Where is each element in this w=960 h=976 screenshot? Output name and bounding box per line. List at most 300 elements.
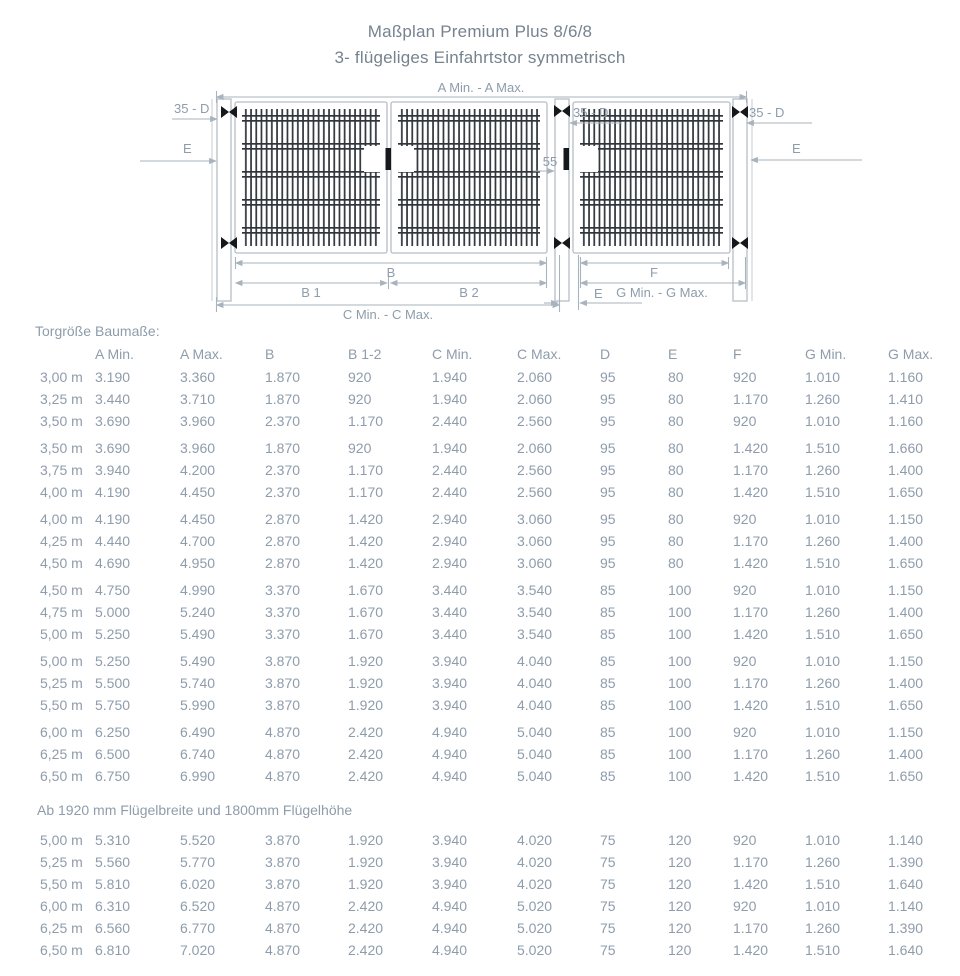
gate-size-cell: 5,25 m — [40, 854, 83, 870]
dimension-cell: 1.010 — [805, 413, 841, 429]
dimension-cell: 1.510 — [805, 555, 841, 571]
dimension-cell: 80 — [668, 511, 684, 527]
dimension-cell: 1.870 — [265, 391, 301, 407]
dimension-cell: 100 — [668, 768, 692, 784]
dimension-cell: 75 — [600, 942, 616, 958]
dimension-cell: 3.360 — [180, 369, 216, 385]
dimension-cell: 2.420 — [348, 724, 384, 740]
lock-icon — [564, 148, 570, 170]
dimension-cell: 4.870 — [265, 920, 301, 936]
dimension-cell: 85 — [600, 675, 616, 691]
dimension-cell: 6.310 — [95, 898, 131, 914]
dimension-cell: 1.650 — [888, 555, 924, 571]
dim-a-label: A Min. - A Max. — [437, 80, 525, 95]
dim-g-label: G Min. - G Max. — [616, 285, 708, 300]
dimension-cell: 5.250 — [95, 653, 131, 669]
dimension-cell: 6.740 — [180, 746, 216, 762]
dimension-cell: 1.170 — [733, 920, 769, 936]
dimension-cell: 1.260 — [805, 675, 841, 691]
col-header-g-max: G Max. — [888, 346, 934, 362]
dimension-cell: 3.540 — [517, 626, 553, 642]
dimension-cell: 80 — [668, 484, 684, 500]
dimension-cell: 1.640 — [888, 942, 924, 958]
col-header-e: E — [668, 346, 678, 362]
dimension-cell: 1.420 — [733, 697, 769, 713]
dimension-cell: 6.020 — [180, 876, 216, 892]
table-row — [30, 530, 960, 552]
dimension-cell: 1.260 — [805, 462, 841, 478]
dimension-cell: 1.150 — [888, 582, 924, 598]
dimension-cell: 80 — [668, 413, 684, 429]
gate-size-cell: 4,00 m — [40, 511, 83, 527]
dimension-cell: 920 — [733, 724, 757, 740]
dimension-cell: 1.010 — [805, 369, 841, 385]
dimension-cell: 920 — [733, 898, 757, 914]
dimension-cell: 5.040 — [517, 724, 553, 740]
dimension-cell: 120 — [668, 854, 692, 870]
table-row — [30, 366, 960, 388]
dim-d-label-middle: 35 - D — [573, 105, 609, 120]
dimension-cell: 5.520 — [180, 832, 216, 848]
dimension-cell: 1.400 — [888, 462, 924, 478]
dimension-cell: 1.260 — [805, 746, 841, 762]
dimension-cell: 5.560 — [95, 854, 131, 870]
dimension-cell: 120 — [668, 832, 692, 848]
dimension-cell: 95 — [600, 369, 616, 385]
dimension-cell: 5.020 — [517, 942, 553, 958]
dimension-cell: 5.990 — [180, 697, 216, 713]
table-row — [30, 437, 960, 459]
dimension-cell: 3.870 — [265, 697, 301, 713]
dimension-cell: 5.000 — [95, 604, 131, 620]
dimension-cell: 6.750 — [95, 768, 131, 784]
dimension-cell: 1.400 — [888, 533, 924, 549]
dimension-cell: 1.170 — [733, 533, 769, 549]
dimension-cell: 1.670 — [348, 604, 384, 620]
dimension-cell: 85 — [600, 604, 616, 620]
dimension-cell: 3.940 — [432, 854, 468, 870]
dimension-cell: 4.940 — [432, 942, 468, 958]
dimension-cell: 3.190 — [95, 369, 131, 385]
gate-size-cell: 4,50 m — [40, 582, 83, 598]
dimension-cell: 1.940 — [432, 391, 468, 407]
dimension-cell: 1.920 — [348, 876, 384, 892]
dimension-cell: 1.170 — [348, 484, 384, 500]
dimension-cell: 1.010 — [805, 832, 841, 848]
dimension-cell: 1.940 — [432, 440, 468, 456]
page-subtitle: 3- flügeliges Einfahrtstor symmetrisch — [334, 48, 626, 67]
dimension-cell: 6.520 — [180, 898, 216, 914]
dimension-cell: 3.440 — [95, 391, 131, 407]
dimension-cell: 75 — [600, 854, 616, 870]
dimension-cell: 4.040 — [517, 653, 553, 669]
gate-size-cell: 6,25 m — [40, 920, 83, 936]
dimension-cell: 1.920 — [348, 653, 384, 669]
col-header-a-max: A Max. — [180, 346, 223, 362]
dimension-cell: 1.260 — [805, 854, 841, 870]
dimension-cell: 1.420 — [733, 942, 769, 958]
col-header-baumasse: Baumaße: — [95, 323, 160, 339]
dimension-cell: 100 — [668, 724, 692, 740]
dim-d-label-left: 35 - D — [174, 101, 210, 116]
dimension-cell: 1.140 — [888, 832, 924, 848]
dimension-cell: 120 — [668, 898, 692, 914]
dimension-cell: 120 — [668, 876, 692, 892]
dimension-cell: 3.870 — [265, 854, 301, 870]
dimension-cell: 95 — [600, 413, 616, 429]
gate-size-cell: 4,25 m — [40, 533, 83, 549]
dimension-cell: 85 — [600, 746, 616, 762]
dimension-cell: 4.020 — [517, 832, 553, 848]
dimension-cell: 3.870 — [265, 653, 301, 669]
dimension-cell: 3.370 — [265, 582, 301, 598]
gate-leaf-right-mesh — [398, 109, 540, 246]
dimension-cell: 920 — [733, 511, 757, 527]
dimension-cell: 100 — [668, 653, 692, 669]
dim-post-width-label: 55 — [542, 154, 558, 169]
dimension-cell: 1.420 — [733, 768, 769, 784]
dimension-cell: 3.940 — [432, 675, 468, 691]
dimension-cell: 1.170 — [348, 413, 384, 429]
dimension-cell: 80 — [668, 369, 684, 385]
dimension-cell: 3.940 — [432, 697, 468, 713]
gate-size-cell: 6,50 m — [40, 768, 83, 784]
dimension-cell: 4.940 — [432, 724, 468, 740]
table-row — [30, 459, 960, 481]
dimension-cell: 1.510 — [805, 626, 841, 642]
dimension-cell: 80 — [668, 555, 684, 571]
dimension-cell: 100 — [668, 604, 692, 620]
dimension-cell: 3.940 — [432, 876, 468, 892]
post-left — [217, 99, 231, 301]
dimension-cell: 3.060 — [517, 533, 553, 549]
dimension-cell: 100 — [668, 582, 692, 598]
table-row — [30, 508, 960, 530]
dim-f-label: F — [650, 265, 658, 280]
dimension-cell: 95 — [600, 484, 616, 500]
dimension-cell: 2.440 — [432, 413, 468, 429]
dimension-cell: 6.770 — [180, 920, 216, 936]
lock-cutout — [574, 146, 598, 172]
dimension-cell: 1.160 — [888, 413, 924, 429]
dimension-cell: 1.870 — [265, 369, 301, 385]
dimension-cell: 5.240 — [180, 604, 216, 620]
dimension-cell: 3.540 — [517, 604, 553, 620]
dimension-cell: 5.500 — [95, 675, 131, 691]
table-row — [30, 694, 960, 716]
dimension-cell: 1.420 — [733, 440, 769, 456]
dimension-cell: 1.510 — [805, 697, 841, 713]
dim-d-label-right: 35 - D — [749, 105, 785, 120]
dimension-cell: 5.040 — [517, 768, 553, 784]
dimension-cell: 1.510 — [805, 942, 841, 958]
gate-size-cell: 5,50 m — [40, 697, 83, 713]
table-row — [30, 650, 960, 672]
dimension-cell: 95 — [600, 533, 616, 549]
gate-leaf-left-mesh — [242, 109, 380, 246]
dimension-cell: 4.450 — [180, 511, 216, 527]
col-header-torgroesse: Torgröße — [35, 323, 92, 339]
dimension-cell: 1.010 — [805, 511, 841, 527]
dimension-cell: 4.940 — [432, 768, 468, 784]
dimension-cell: 7.020 — [180, 942, 216, 958]
dimension-cell: 2.870 — [265, 533, 301, 549]
dimension-cell: 4.190 — [95, 484, 131, 500]
dimension-cell: 3.440 — [432, 626, 468, 642]
dimension-cell: 1.170 — [733, 675, 769, 691]
dimension-cell: 1.260 — [805, 533, 841, 549]
dimension-cell: 1.640 — [888, 876, 924, 892]
table-row — [30, 895, 960, 917]
dimension-cell: 85 — [600, 768, 616, 784]
side-panel-mesh — [580, 109, 723, 246]
dimension-cell: 1.420 — [733, 555, 769, 571]
dimension-cell: 2.560 — [517, 484, 553, 500]
dim-c-label: C Min. - C Max. — [342, 307, 434, 322]
table-row — [30, 552, 960, 574]
dimension-cell: 1.420 — [348, 533, 384, 549]
dimension-cell: 4.870 — [265, 724, 301, 740]
dim-e-label-right: E — [792, 141, 801, 156]
dim-b-label: B — [386, 265, 396, 280]
dimension-cell: 1.650 — [888, 626, 924, 642]
table-row — [30, 939, 960, 961]
dimension-cell: 4.690 — [95, 555, 131, 571]
dimension-cell: 75 — [600, 876, 616, 892]
dimension-cell: 1.510 — [805, 440, 841, 456]
dimension-cell: 1.170 — [733, 746, 769, 762]
dimension-cell: 4.990 — [180, 582, 216, 598]
dimension-cell: 4.950 — [180, 555, 216, 571]
dimension-cell: 1.670 — [348, 582, 384, 598]
dimension-cell: 2.560 — [517, 413, 553, 429]
dimension-cell: 3.440 — [432, 582, 468, 598]
dimension-cell: 80 — [668, 391, 684, 407]
dimension-cell: 5.740 — [180, 675, 216, 691]
dimension-cell: 80 — [668, 440, 684, 456]
dimension-cell: 2.940 — [432, 511, 468, 527]
gate-technical-drawing — [0, 0, 960, 325]
gate-size-cell: 3,25 m — [40, 391, 83, 407]
dimension-cell: 85 — [600, 626, 616, 642]
gate-size-cell: 3,00 m — [40, 369, 83, 385]
dimension-cell: 1.670 — [348, 626, 384, 642]
dimension-cell: 3.370 — [265, 604, 301, 620]
gate-size-cell: 5,00 m — [40, 653, 83, 669]
dimension-cell: 1.510 — [805, 876, 841, 892]
dimension-cell: 2.370 — [265, 484, 301, 500]
dimension-cell: 5.250 — [95, 626, 131, 642]
dimension-cell: 4.700 — [180, 533, 216, 549]
dimension-cell: 85 — [600, 724, 616, 740]
dimension-cell: 3.870 — [265, 876, 301, 892]
dimension-cell: 1.140 — [888, 898, 924, 914]
dimension-cell: 100 — [668, 697, 692, 713]
dimension-cell: 920 — [733, 413, 757, 429]
dimension-cell: 85 — [600, 653, 616, 669]
dimension-cell: 3.940 — [432, 832, 468, 848]
dimension-cell: 3.540 — [517, 582, 553, 598]
gate-size-cell: 5,50 m — [40, 876, 83, 892]
table-section2-rows — [30, 829, 960, 961]
dimension-cell: 2.440 — [432, 462, 468, 478]
gate-size-cell: 4,00 m — [40, 484, 83, 500]
dimension-cell: 6.500 — [95, 746, 131, 762]
dimension-cell: 1.170 — [733, 391, 769, 407]
dimension-cell: 3.960 — [180, 440, 216, 456]
dimension-table — [0, 320, 960, 961]
dimension-cell: 85 — [600, 697, 616, 713]
dimension-cell: 1.940 — [432, 369, 468, 385]
table-row — [30, 579, 960, 601]
dimension-cell: 2.370 — [265, 462, 301, 478]
dimension-cell: 1.150 — [888, 511, 924, 527]
dimension-cell: 4.040 — [517, 697, 553, 713]
gate-size-cell: 4,50 m — [40, 555, 83, 571]
dimension-cell: 80 — [668, 462, 684, 478]
dimension-cell: 100 — [668, 626, 692, 642]
dimension-cell: 4.750 — [95, 582, 131, 598]
table-row — [30, 672, 960, 694]
dim-b1-label: B 1 — [301, 285, 321, 300]
dimension-cell: 2.420 — [348, 920, 384, 936]
dimension-cell: 1.160 — [888, 369, 924, 385]
dimension-cell: 120 — [668, 920, 692, 936]
gate-size-cell: 6,25 m — [40, 746, 83, 762]
lock-cutout — [393, 146, 414, 172]
dimension-cell: 1.920 — [348, 675, 384, 691]
gate-size-cell: 5,00 m — [40, 626, 83, 642]
dimension-cell: 1.420 — [733, 626, 769, 642]
dimension-cell: 5.490 — [180, 626, 216, 642]
dimension-cell: 1.390 — [888, 854, 924, 870]
post-middle — [555, 99, 569, 301]
dimension-cell: 1.010 — [805, 582, 841, 598]
dimension-cell: 4.940 — [432, 746, 468, 762]
table-row — [30, 743, 960, 765]
dimension-cell: 80 — [668, 533, 684, 549]
dimension-cell: 4.190 — [95, 511, 131, 527]
dimension-cell: 95 — [600, 511, 616, 527]
dimension-cell: 3.960 — [180, 413, 216, 429]
dimension-cell: 1.400 — [888, 746, 924, 762]
dimension-cell: 1.010 — [805, 898, 841, 914]
gate-size-cell: 3,75 m — [40, 462, 83, 478]
dimension-cell: 2.870 — [265, 555, 301, 571]
dimension-cell: 5.770 — [180, 854, 216, 870]
dimension-cell: 4.940 — [432, 898, 468, 914]
col-header-c-min: C Min. — [432, 346, 473, 362]
dimension-cell: 4.450 — [180, 484, 216, 500]
dimension-cell: 5.810 — [95, 876, 131, 892]
dimension-cell: 2.560 — [517, 462, 553, 478]
table-row — [30, 829, 960, 851]
dimension-cell: 920 — [348, 440, 372, 456]
dimension-cell: 1.390 — [888, 920, 924, 936]
dimension-cell: 6.250 — [95, 724, 131, 740]
table-section1-rows — [30, 366, 960, 787]
dimension-cell: 6.810 — [95, 942, 131, 958]
table-row — [30, 873, 960, 895]
dimension-cell: 1.170 — [733, 854, 769, 870]
dimension-cell: 3.060 — [517, 555, 553, 571]
post-right — [733, 99, 747, 301]
table-row — [30, 410, 960, 432]
dimension-cell: 1.400 — [888, 675, 924, 691]
dimension-cell: 3.690 — [95, 413, 131, 429]
gate-size-cell: 5,25 m — [40, 675, 83, 691]
dimension-cell: 3.370 — [265, 626, 301, 642]
dimension-cell: 2.060 — [517, 369, 553, 385]
dimension-cell: 2.870 — [265, 511, 301, 527]
dimension-cell: 4.020 — [517, 854, 553, 870]
dimension-cell: 4.040 — [517, 675, 553, 691]
dimension-cell: 1.420 — [348, 555, 384, 571]
dimension-cell: 1.510 — [805, 768, 841, 784]
dimension-cell: 2.420 — [348, 942, 384, 958]
dimension-cell: 1.420 — [733, 484, 769, 500]
dimension-cell: 1.410 — [888, 391, 924, 407]
table-row — [30, 623, 960, 645]
dimension-cell: 3.870 — [265, 675, 301, 691]
dimension-cell: 3.690 — [95, 440, 131, 456]
lock-icon — [386, 148, 392, 170]
table-row — [30, 851, 960, 873]
dim-e-label-left: E — [183, 141, 192, 156]
section2-label: Ab 1920 mm Flügelbreite und 1800mm Flügelhöhe — [37, 802, 353, 818]
gate-size-cell: 3,50 m — [40, 413, 83, 429]
dimension-cell: 5.310 — [95, 832, 131, 848]
table-row — [30, 601, 960, 623]
dim-e-label-bottom: E — [594, 286, 603, 301]
dimension-cell: 2.420 — [348, 746, 384, 762]
dimension-cell: 1.170 — [733, 604, 769, 620]
dimension-cell: 4.870 — [265, 768, 301, 784]
dimension-cell: 4.200 — [180, 462, 216, 478]
dimension-cell: 4.440 — [95, 533, 131, 549]
dimension-cell: 2.940 — [432, 533, 468, 549]
dimension-cell: 2.060 — [517, 391, 553, 407]
dimension-cell: 1.870 — [265, 440, 301, 456]
dimension-cell: 920 — [733, 582, 757, 598]
dimension-cell: 1.400 — [888, 604, 924, 620]
dimension-cell: 3.710 — [180, 391, 216, 407]
dimension-cell: 3.940 — [95, 462, 131, 478]
dimension-cell: 1.920 — [348, 854, 384, 870]
gate-size-cell: 6,00 m — [40, 724, 83, 740]
table-header-group-row — [30, 320, 960, 342]
dimension-cell: 1.260 — [805, 604, 841, 620]
dimension-cell: 5.750 — [95, 697, 131, 713]
dimension-cell: 1.650 — [888, 697, 924, 713]
dimension-cell: 5.020 — [517, 920, 553, 936]
table-row — [30, 388, 960, 410]
col-header-a-min: A Min. — [95, 346, 134, 362]
gate-size-cell: 6,00 m — [40, 898, 83, 914]
dimension-cell: 2.440 — [432, 484, 468, 500]
dimension-cell: 2.420 — [348, 768, 384, 784]
dimension-cell: 2.420 — [348, 898, 384, 914]
dimension-cell: 1.660 — [888, 440, 924, 456]
dimension-cell: 95 — [600, 391, 616, 407]
col-header-g-min: G Min. — [805, 346, 847, 362]
dimension-cell: 1.650 — [888, 768, 924, 784]
dimension-cell: 1.170 — [733, 462, 769, 478]
dimension-cell: 1.920 — [348, 832, 384, 848]
dimension-cell: 1.170 — [348, 462, 384, 478]
dimension-cell: 2.940 — [432, 555, 468, 571]
dimension-cell: 920 — [733, 653, 757, 669]
